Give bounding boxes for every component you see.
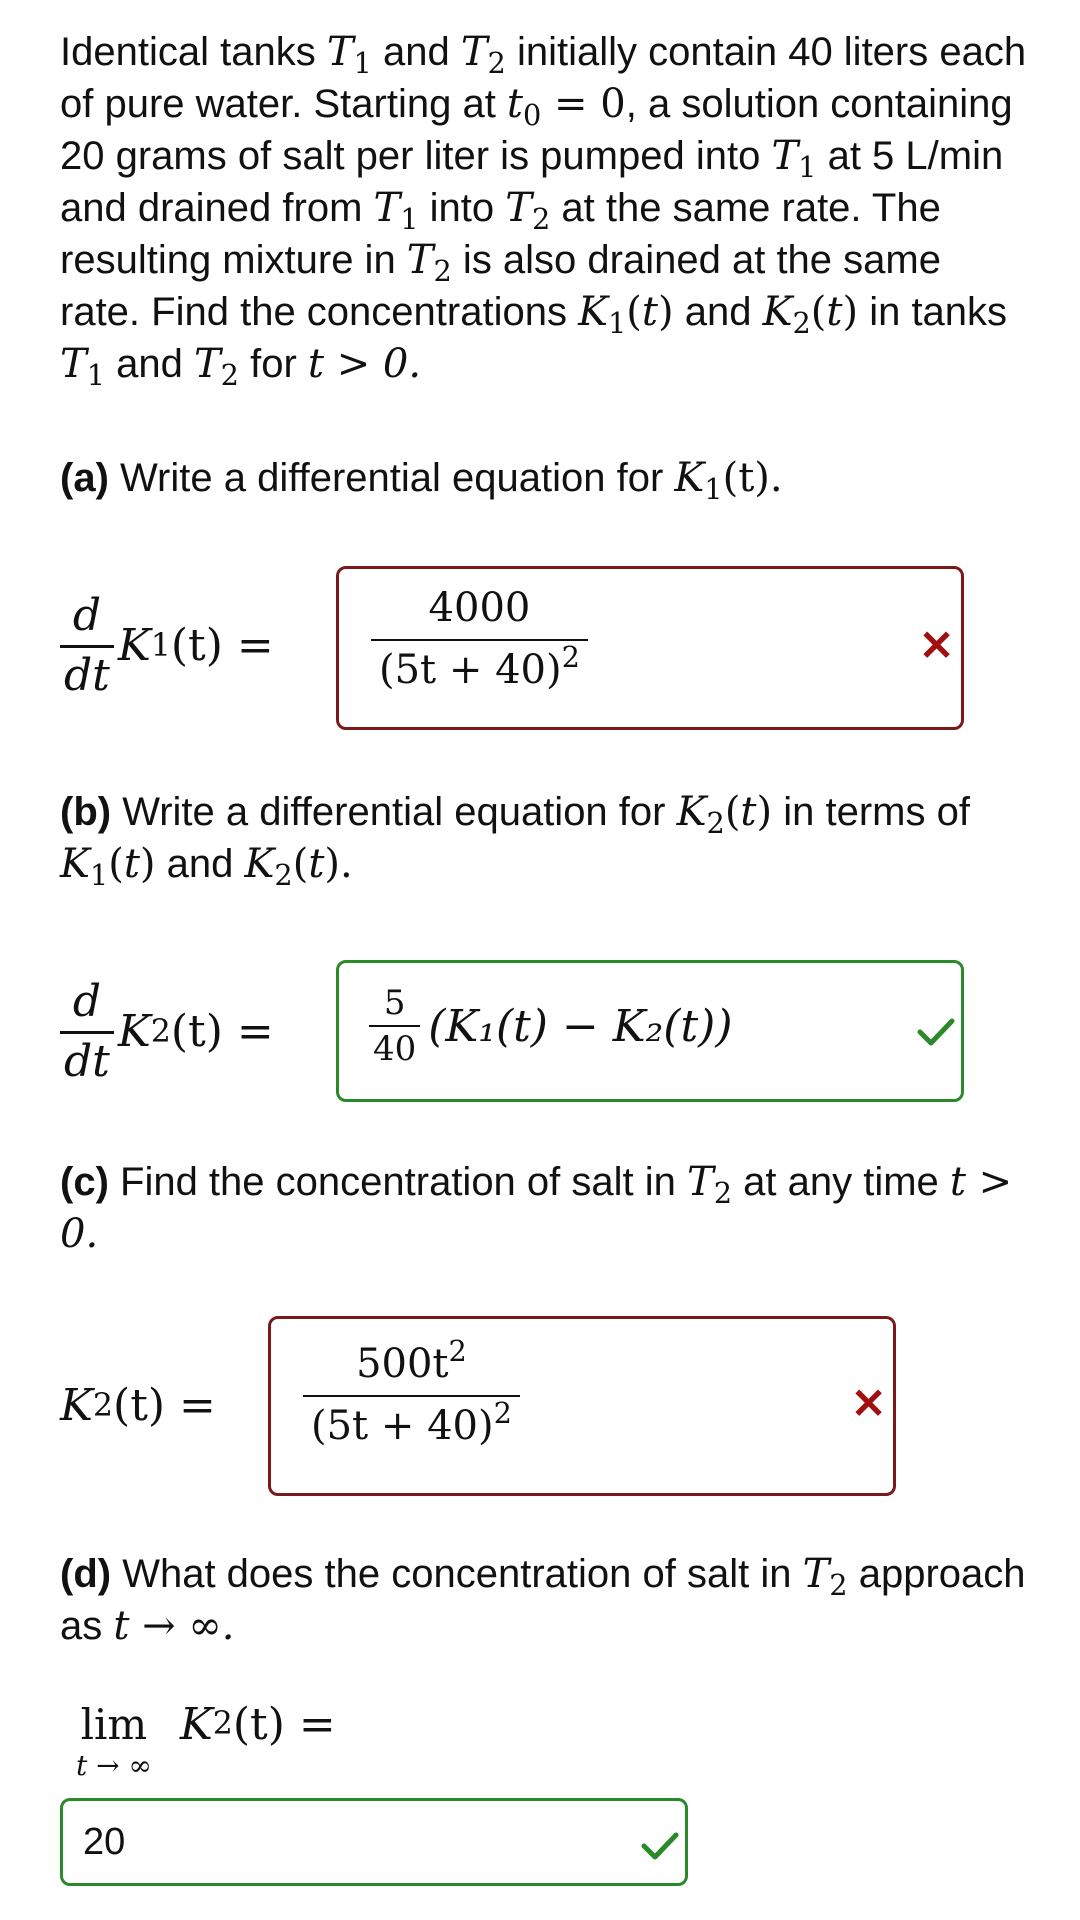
- part-b-answer-input[interactable]: $\frac{5}{40}$ (K₁(t) − K₂(t)): [336, 960, 964, 1102]
- part-b-question: (b) Write a differential equation for $K_2(t)$ in terms of $K_1(t)$ and $K_2(t)$.: [60, 789, 970, 893]
- correct-check-icon: [641, 1831, 679, 1861]
- incorrect-x-icon: ✕: [919, 622, 955, 669]
- part-c-question: (c) Find the concentration of salt in $T_2$ at any time t > 0.: [60, 1159, 1013, 1257]
- part-d-question: (d) What does the concentration of salt in $T_2$ approach as t → ∞.: [60, 1551, 1026, 1649]
- part-b-lhs: $\frac{d}{dt}$ K 2 (t) =: [60, 976, 274, 1087]
- part-d-lhs: lim t → ∞ K 2 (t) =: [76, 1698, 336, 1782]
- part-d-answer-value: 20: [83, 1821, 126, 1863]
- part-d-answer-input[interactable]: [60, 1798, 688, 1886]
- incorrect-x-icon: ✕: [851, 1380, 887, 1427]
- part-a-question: (a) Write a differential equation for $K_1(t)$.: [60, 455, 783, 507]
- part-c-lhs: K 2 (t) =: [60, 1380, 216, 1431]
- correct-check-icon: [917, 1017, 955, 1047]
- problem-statement: Identical tanks $T_1$ and $T_2$ initially contain 40 liters each of pure water. Starting at $t_0 = 0$, a solution containing 20 grams of salt per liter is pumped into $T_1$ at 5 L/min and drained from $T_1$ into $T_2$ at the same rate. The resulting mixture in $T_2$ is also drained at the same rate. Find the concentrations $K_1(t)$ and $K_2(t)$ in tanks $T_1$ and $T_2$ for t > 0.: [60, 29, 1027, 393]
- part-a-lhs: $\frac{d}{dt}$ K 1 (t) =: [60, 590, 274, 701]
- intro-text: Identical tanks: [60, 30, 327, 74]
- part-c-answer-input[interactable]: $\frac{500t^2}{(5t + 40)^2}$ ✕: [268, 1316, 896, 1496]
- part-a-answer-input[interactable]: $\frac{4000}{(5t + 40)^2}$ ✕: [336, 566, 964, 730]
